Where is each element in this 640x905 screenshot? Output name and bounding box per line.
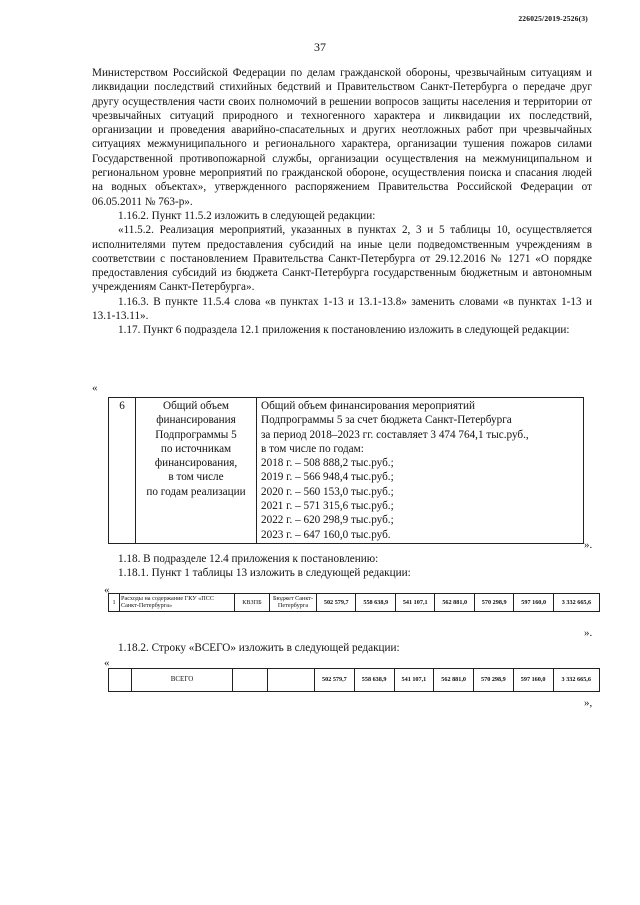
paragraph-11-5-2-text: «11.5.2. Реализация мероприятий, указанных в пунктах 2, 3 и 5 таблицы 10, осуществляется исполнителями путем предоставления субсидий на иные цели подведомственным учреждениям в соответствии с постановлением Правительства Санкт-Петербурга от 29.12.2016 № 1271 «О порядке предоставления субсидий из бюджета Санкт-Петербурга государственным бюджетным и автономным учреждениям Санкт-Петербурга». xyxy=(92,224,592,294)
text-block-upper xyxy=(92,66,592,338)
value-cell: 597 160,0 xyxy=(514,594,553,612)
value-cell: 502 579,7 xyxy=(317,594,356,612)
page-number: 37 xyxy=(314,40,326,54)
paragraph-1-18-2: 1.18.2. Строку «ВСЕГО» изложить в следующей редакции: xyxy=(118,642,400,654)
row-source: Бюджет Санкт-Петербурга xyxy=(270,594,317,612)
open-quote-mark: « xyxy=(104,657,110,669)
value-cell: 570 298,9 xyxy=(474,669,514,692)
table-10-row-6 xyxy=(108,397,584,544)
empty-cell xyxy=(233,669,268,692)
row-value: Общий объем финансирования мероприятий Подпрограммы 5 за счет бюджета Санкт-Петербурга за период 2018–2023 гг. составляет 3 474 764,1 тыс.руб., в том числе по годам: 2018 г. – 508 888,2 тыс.руб.; 2019 г. – 566 948,4 тыс.руб.; 2020 г. – 560 153,0 тыс.руб.; 2021 г. – 571 315,6 тыс.руб.; 2022 г. – 620 298,9 тыс.руб.; 2023 г. – 647 160,0 тыс.руб. xyxy=(257,398,584,544)
row-number: 1 xyxy=(109,594,120,612)
open-quote-mark: « xyxy=(104,584,110,596)
table-row xyxy=(109,594,600,612)
value-cell: 541 107,1 xyxy=(394,669,434,692)
row-executor: КВЗПБ xyxy=(235,594,270,612)
close-quote-mark: ». xyxy=(584,627,593,639)
text-block-1-18 xyxy=(92,552,592,581)
row-label: Общий объем финансирования Подпрограммы 5 по источникам финансирования, в том числе по годам реализации xyxy=(136,398,257,544)
value-cell: 597 160,0 xyxy=(513,669,553,692)
table-13-row-1 xyxy=(108,593,600,612)
paragraph-continuation: Министерством Российской Федерации по делам гражданской обороны, чрезвычайным ситуациям и ликвидации последствий стихийных бедствий и Правительством Санкт-Петербурга о передаче друг другу осуществления части своих полномочий в решении вопросов защиты населения и территории от чрезвычайных ситуаций природного и техногенного характера и ликвидации их последствий, организации и проведения аварийно-спасательных и других неотложных работ при чрезвычайных ситуациях межмуниципального и регионального характера, организации тушения пожаров силами Государственной противопожарной службы, организации осуществления на межмуниципальном и региональном уровне мероприятий по гражданской обороне, осуществления поиска и спасания людей на водных объектах», утвержденного распоряжением Правительства Российской Федерации от 06.05.2011 № 763-р». xyxy=(92,67,592,208)
value-cell: 562 881,0 xyxy=(435,594,474,612)
value-cell: 541 107,1 xyxy=(395,594,434,612)
value-cell: 570 298,9 xyxy=(474,594,513,612)
row-number: 6 xyxy=(109,398,136,544)
value-cell: 558 638,9 xyxy=(354,669,394,692)
paragraph-1-17: 1.17. Пункт 6 подраздела 12.1 приложения к постановлению изложить в следующей редакции: xyxy=(118,324,570,337)
total-label: ВСЕГО xyxy=(132,669,233,692)
value-cell: 3 332 665,6 xyxy=(553,594,599,612)
empty-cell xyxy=(268,669,315,692)
paragraph-1-16-2: 1.16.2. Пункт 11.5.2 изложить в следующей редакции: xyxy=(118,209,376,222)
open-quote-mark: « xyxy=(92,382,98,394)
value-cell: 558 638,9 xyxy=(356,594,395,612)
value-cell: 562 881,0 xyxy=(434,669,474,692)
value-cell: 3 332 665,6 xyxy=(553,669,600,692)
table-row xyxy=(109,398,584,544)
value-cell: 502 579,7 xyxy=(315,669,355,692)
paragraph-1-18: 1.18. В подразделе 12.4 приложения к постановлению: xyxy=(118,553,379,565)
row-name: Расходы на содержание ГКУ «ПСС Санкт-Петербурга» xyxy=(120,594,235,612)
empty-cell xyxy=(109,669,132,692)
paragraph-1-18-1: 1.18.1. Пункт 1 таблицы 13 изложить в следующей редакции: xyxy=(118,567,411,580)
table-13-total-row xyxy=(108,668,600,692)
close-quote-comma-mark: », xyxy=(584,697,593,709)
paragraph-1-16-3: 1.16.3. В пункте 11.5.4 слова «в пунктах 1-13 и 13.1-13.8» заменить словами «в пунктах 1-13 и 13.1-13.11». xyxy=(92,295,592,323)
close-quote-mark: ». xyxy=(584,539,593,551)
text-block-1-18-2 xyxy=(92,641,592,655)
document-number: 226025/2019-2526(3) xyxy=(518,14,588,23)
table-row xyxy=(109,669,600,692)
